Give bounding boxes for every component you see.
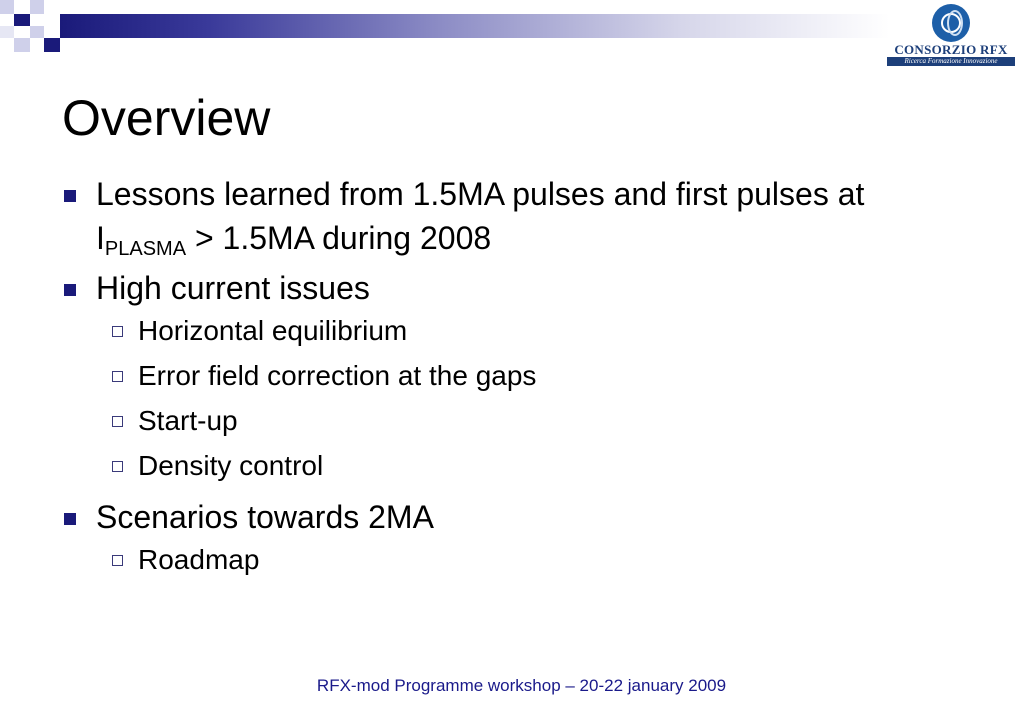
gradient-band — [60, 14, 890, 38]
sub-bullet-item — [62, 312, 962, 350]
sub-bullet-item — [62, 402, 962, 440]
bullet-item — [62, 495, 962, 539]
sub-bullet-text: Horizontal equilibrium — [138, 315, 408, 346]
square-bullet-icon — [64, 190, 76, 202]
hollow-square-bullet-icon — [112, 371, 123, 382]
logo-tagline: Ricerca Formazione Innovazione — [887, 57, 1015, 66]
sub-bullet-text: Error field correction at the gaps — [138, 360, 537, 391]
sub-bullet-text: Density control — [138, 450, 324, 481]
sub-bullet-item — [62, 541, 962, 579]
decor-square — [0, 26, 14, 38]
sub-bullet-text: Start-up — [138, 405, 238, 436]
bullet-item — [62, 172, 962, 260]
decor-square — [14, 14, 30, 26]
decor-square — [14, 38, 30, 52]
bullet-text: High current issues — [96, 270, 370, 306]
sub-bullet-item — [62, 357, 962, 395]
sub-bullet-text: Roadmap — [138, 544, 260, 575]
hollow-square-bullet-icon — [112, 555, 123, 566]
bullet-text: Scenarios towards 2MA — [96, 499, 434, 535]
decor-square — [30, 26, 44, 38]
consorzio-rfx-logo — [887, 4, 1015, 66]
bullet-text: > 1.5MA during 2008 — [186, 220, 492, 256]
logo-name: CONSORZIO RFX — [894, 42, 1008, 57]
bullet-item — [62, 266, 962, 310]
hollow-square-bullet-icon — [112, 461, 123, 472]
hollow-square-bullet-icon — [112, 326, 123, 337]
square-bullet-icon — [64, 284, 76, 296]
decor-square — [30, 0, 44, 14]
sub-bullet-item — [62, 447, 962, 485]
slide-title: Overview — [62, 90, 271, 146]
square-bullet-icon — [64, 513, 76, 525]
logo-emblem-icon — [932, 4, 970, 42]
slide-footer: RFX-mod Programme workshop – 20-22 january 2009 — [316, 676, 727, 695]
decor-square — [0, 0, 14, 14]
hollow-square-bullet-icon — [112, 416, 123, 427]
decor-square — [44, 38, 60, 52]
bullet-subscript: PLASMA — [104, 238, 187, 260]
bullet-text: Lessons learned from 1.5MA pulses and first pulses at I — [96, 176, 865, 256]
bullet-list — [62, 172, 962, 586]
